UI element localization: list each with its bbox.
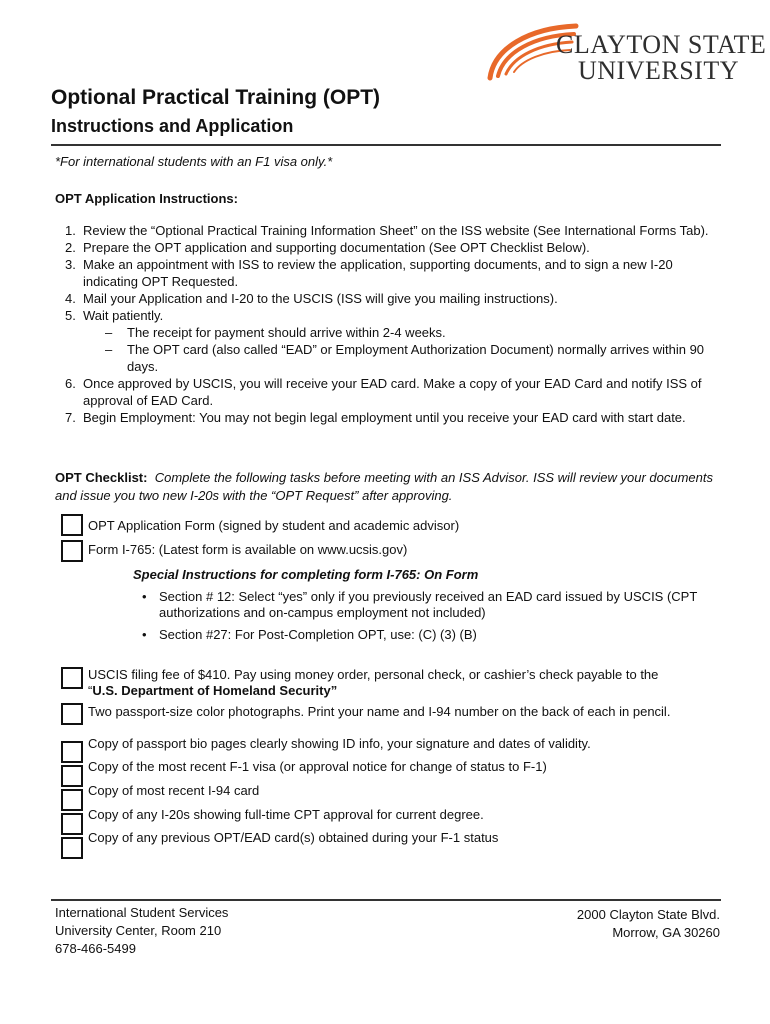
- payee-name: U.S. Department of Homeland Security”: [92, 683, 338, 698]
- sub-text: The OPT card (also called “EAD” or Employment Authorization Document) normally arrives within 90 days.: [127, 342, 705, 374]
- footer-address: [520, 906, 720, 942]
- checkbox-f1-visa[interactable]: [61, 765, 83, 787]
- checklist-item: Copy of any I-20s showing full-time CPT approval for current degree.: [88, 807, 484, 822]
- checklist-item: Copy of most recent I-94 card: [88, 783, 260, 798]
- checklist-item: Copy of any previous OPT/EAD card(s) obtained during your F-1 status: [88, 830, 499, 845]
- sub-text: The receipt for payment should arrive within 2-4 weeks.: [127, 325, 446, 340]
- checklist-item: Two passport-size color photographs. Print your name and I-94 number on the back of each in pencil.: [88, 704, 671, 719]
- footer-divider: [51, 899, 721, 901]
- checklist-item: Form I-765: (Latest form is available on www.ucsis.gov): [88, 542, 408, 557]
- step-number: 1.: [65, 223, 76, 238]
- dash: –: [105, 325, 113, 340]
- footer-contact: [55, 904, 228, 958]
- sub-list-item: [55, 341, 720, 375]
- bullet-item: [142, 589, 729, 621]
- checklist-intro-text: Complete the following tasks before meeting with an ISS Advisor. ISS will review your documents and issue you two new I-20s with the “OPT Request” after approving.: [55, 470, 713, 503]
- bullet-item: [142, 627, 729, 643]
- office-name: International Student Services: [55, 905, 229, 920]
- step-number: 3.: [65, 257, 76, 272]
- quote-mark: “: [88, 683, 93, 698]
- list-item: [55, 409, 720, 426]
- checkbox-filing-fee[interactable]: [61, 667, 83, 689]
- city-state-zip: Morrow, GA 30260: [612, 925, 720, 940]
- checklist-item: OPT Application Form (signed by student and academic advisor): [88, 518, 460, 533]
- page-title: Optional Practical Training (OPT): [51, 86, 381, 109]
- street-address: 2000 Clayton State Blvd.: [576, 907, 720, 922]
- university-logo: [484, 20, 767, 86]
- checklist-item: [88, 667, 718, 699]
- step-number: 7.: [65, 410, 76, 425]
- step-text: Mail your Application and I-20 to the USCIS (ISS will give you mailing instructions).: [83, 291, 558, 306]
- office-phone: 678-466-5499: [55, 941, 136, 956]
- logo-text-line1: CLAYTON STATE: [556, 30, 767, 59]
- page-subtitle: Instructions and Application: [51, 116, 294, 136]
- checkbox-i94-card[interactable]: [61, 789, 83, 811]
- checkbox-form-i765[interactable]: [61, 540, 83, 562]
- step-text: Begin Employment: You may not begin legal employment until you receive your EAD card with start date.: [83, 410, 686, 425]
- checkbox-previous-opt-ead[interactable]: [61, 837, 83, 859]
- list-item: [55, 239, 720, 256]
- logo-text-line2: UNIVERSITY: [578, 56, 739, 85]
- step-text: Prepare the OPT application and supporting documentation (See OPT Checklist Below).: [83, 240, 590, 255]
- step-number: 4.: [65, 291, 76, 306]
- checkbox-opt-application[interactable]: [61, 514, 83, 536]
- bullet-text: Section #27: For Post-Completion OPT, use: (C) (3) (B): [159, 627, 477, 642]
- step-text: Wait patiently.: [83, 308, 164, 323]
- instructions-list: [55, 222, 720, 426]
- dash: –: [105, 342, 113, 357]
- list-item: [55, 375, 720, 409]
- bullet-dot: •: [142, 589, 147, 604]
- list-item: [55, 222, 720, 239]
- special-instructions-heading: Special Instructions for completing form I-765: On Form: [133, 567, 479, 582]
- step-number: 6.: [65, 376, 76, 391]
- office-location: University Center, Room 210: [55, 923, 222, 938]
- list-item: [55, 256, 720, 290]
- bullet-dot: •: [142, 627, 147, 642]
- title-divider: [51, 144, 721, 146]
- checkbox-cpt-i20s[interactable]: [61, 813, 83, 835]
- checklist-label: OPT Checklist:: [55, 470, 148, 485]
- checklist-item: Copy of passport bio pages clearly showing ID info, your signature and dates of validity.: [88, 736, 591, 751]
- checkbox-photographs[interactable]: [61, 703, 83, 725]
- step-text: Review the “Optional Practical Training Information Sheet” on the ISS website (See International Forms Tab).: [83, 223, 709, 238]
- step-text: Make an appointment with ISS to review the application, supporting documents, and to sign a new I-20 indicating OPT Requested.: [83, 257, 673, 289]
- step-number: 5.: [65, 308, 76, 323]
- checklist-item: Copy of the most recent F-1 visa (or approval notice for change of status to F-1): [88, 759, 547, 774]
- bullet-text: Section # 12: Select “yes” only if you previously received an EAD card issued by USCIS (CPT authorizations and on-campus employment not included): [159, 589, 698, 620]
- checkbox-passport-bio[interactable]: [61, 741, 83, 763]
- list-item: [55, 307, 720, 324]
- list-item: [55, 290, 720, 307]
- checklist-intro: [55, 469, 725, 505]
- step-text: Once approved by USCIS, you will receive your EAD card. Make a copy of your EAD Card and notify ISS of approval of EAD Card.: [83, 376, 702, 408]
- instructions-heading: OPT Application Instructions:: [55, 191, 238, 206]
- filing-fee-text: USCIS filing fee of $410. Pay using money order, personal check, or cashier’s check payable to the: [88, 667, 659, 682]
- eligibility-note: *For international students with an F1 visa only.*: [55, 154, 333, 169]
- sub-list-item: [55, 324, 720, 341]
- step-number: 2.: [65, 240, 76, 255]
